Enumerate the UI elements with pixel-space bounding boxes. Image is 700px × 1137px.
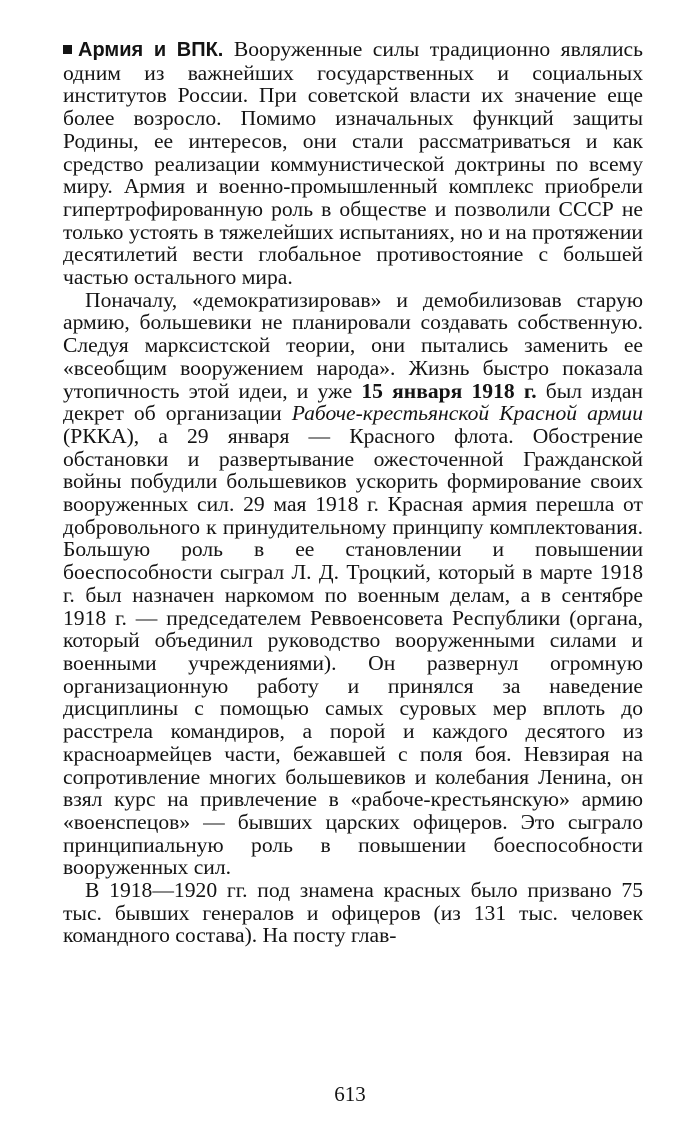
- page-body: [63, 38, 643, 947]
- paragraph-officers: [63, 879, 643, 947]
- paragraph-text: был издан декрет об организации: [63, 378, 643, 426]
- date-emphasis: 15 января 1918 г.: [361, 378, 537, 403]
- paragraph-red-army: [63, 289, 643, 879]
- square-bullet-icon: [63, 45, 72, 54]
- section-heading: Армия и ВПК.: [78, 39, 224, 61]
- paragraph-text: (РККА), а 29 января — Красного флота. Обострение обстановки и развертывание ожесточенной Гражданской войны побудили большевиков ускорить формирование своих вооруженных сил. 29 мая 1918 г. Красная армия перешла от добровольного к принудительному принципу комплектования. Большую роль в ее становлении и повышении боеспособности сыграл Л. Д. Троцкий, который в марте 1918 г. был назначен наркомом по военным делам, а в сентябре 1918 г. — председателем Реввоенсовета Республики (органа, который объединил руководство вооруженными силами и военными учреждениями). Он развернул огромную организационную работу и принялся за наведение дисциплины с помощью самых суровых мер вплоть до расстрела командиров, а порой и каждого десятого из красноармейцев части, бежавшей с поля боя. Невзирая на сопротивление многих большевиков и колебания Ленина, он взял курс на привлечение в «рабоче-крестьянскую» армию «военспецов» — бывших царских офицеров. Это сыграло принципиальную роль в повышении боеспособности вооруженных сил.: [63, 423, 643, 880]
- paragraph-text: Вооруженные силы традиционно являлись одним из важнейших государственных и социальных институтов России. При советской власти их значение еще более возросло. Помимо изначальных функций защиты Родины, ее интересов, они стали рассматриваться и как средство реализации коммунистической доктрины по всему миру. Армия и военно-промышленный комплекс приобрели гипертрофированную роль в обществе и позволили СССР не только устоять в тяжелейших испытаниях, но и на протяжении десятилетий вести глобальное противостояние с большей частью остального мира.: [63, 37, 643, 290]
- paragraph-text: В 1918—1920 гг. под знамена красных было призвано 75 тыс. бывших генералов и офицеров (из 131 тыс. человек командного состава). На посту глав-: [63, 878, 643, 948]
- page-number: 613: [334, 1082, 366, 1106]
- paragraph-text: Поначалу, «демократизировав» и демобилизовав старую армию, большевики не планировали создавать собственную. Следуя марксистской теории, они пытались заменить ее «всеобщим вооружением народа». Жизнь быстро показала утопичность этой идеи, и уже: [63, 287, 643, 403]
- paragraph-army-intro: [63, 38, 643, 289]
- organization-name: Рабоче-крестьянской Красной армии: [291, 401, 643, 426]
